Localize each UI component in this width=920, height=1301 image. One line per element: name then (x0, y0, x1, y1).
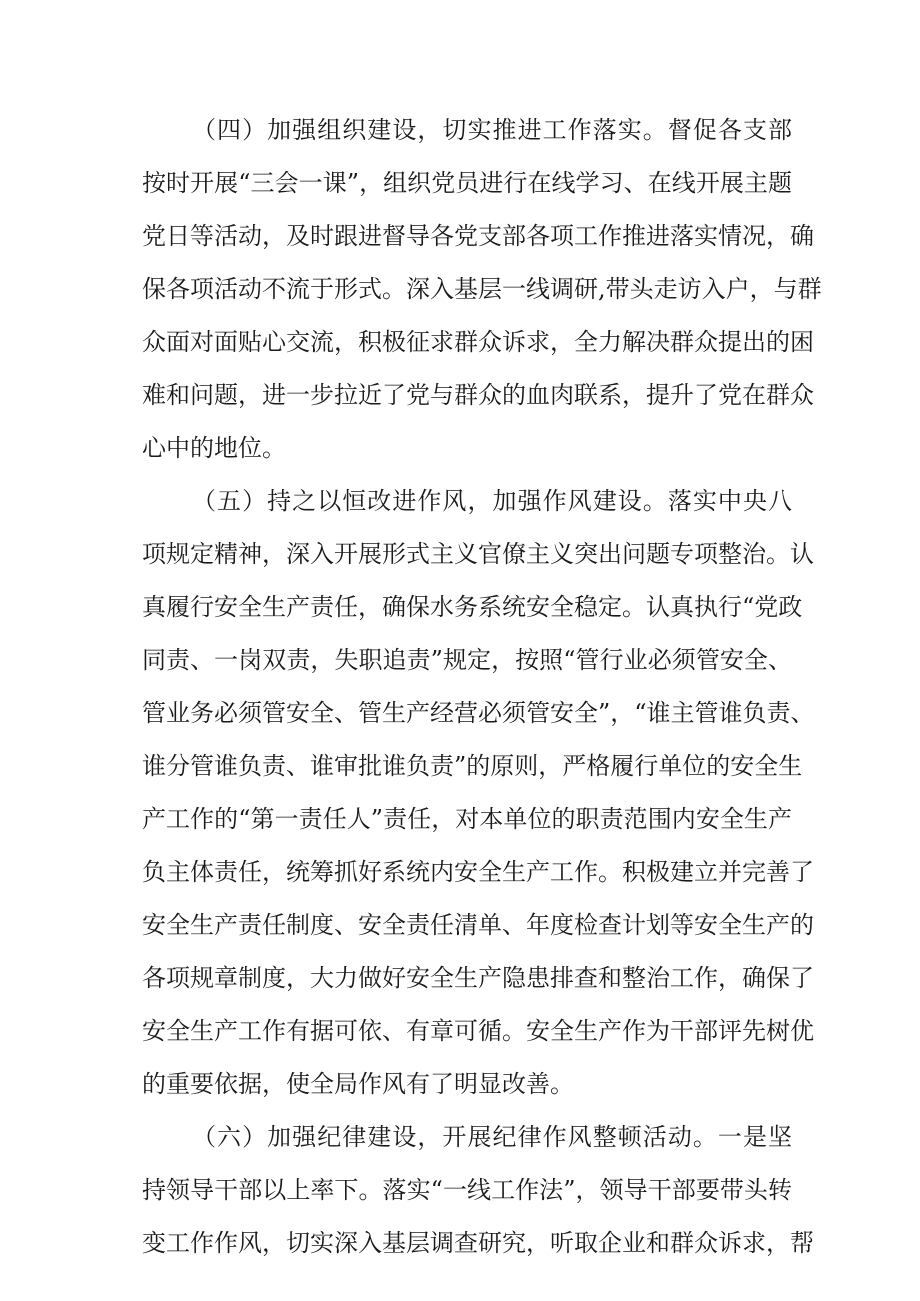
text-line: 难和问题，进一步拉近了党与群众的血肉联系，提升了党在群众 (142, 381, 814, 409)
text-line: 各项规章制度，大力做好安全生产隐患排查和整治工作，确保了 (142, 964, 814, 992)
text-line: 按时开展“三会一课”，组织党员进行在线学习、在线开展主题 (142, 169, 792, 197)
text-line: 项规定精神，深入开展形式主义官僚主义突出问题专项整治。认 (142, 540, 814, 568)
text-line: 安全生产工作有据可依、有章可循。安全生产作为干部评先树优 (142, 1017, 814, 1045)
text-line: （四）加强组织建设，切实推进工作落实。督促各支部 (192, 116, 792, 144)
text-line: 真履行安全生产责任，确保水务系统安全稳定。认真执行“党政 (142, 593, 803, 621)
text-line: 的重要依据，使全局作风有了明显改善。 (142, 1070, 574, 1098)
text-line: 党日等活动，及时跟进督导各党支部各项工作推进落实情况，确 (142, 222, 814, 250)
text-line: 众面对面贴心交流，积极征求群众诉求，全力解决群众提出的困 (142, 328, 814, 356)
text-line: 持领导干部以上率下。落实“一线工作法”，领导干部要带头转 (142, 1176, 792, 1204)
text-line: 同责、一岗双责，失职追责”规定，按照“管行业必须管安全、 (142, 646, 792, 674)
text-line: 安全生产责任制度、安全责任清单、年度检查计划等安全生产的 (142, 911, 814, 939)
text-line: 心中的地位。 (142, 434, 286, 462)
text-line: （五）持之以恒改进作风，加强作风建设。落实中央八 (192, 487, 792, 515)
text-line: （六）加强纪律建设，开展纪律作风整顿活动。一是坚 (192, 1123, 792, 1151)
text-line: 变工作作风，切实深入基层调查研究，听取企业和群众诉求，帮 (142, 1229, 814, 1257)
text-line: 负主体责任，统筹抓好系统内安全生产工作。积极建立并完善了 (142, 858, 814, 886)
text-line: 保各项活动不流于形式。深入基层一线调研,带头走访入户，与群 (142, 275, 822, 303)
text-line: 管业务必须管安全、管生产经营必须管安全”，“谁主管谁负责、 (142, 699, 815, 727)
text-line: 产工作的“第一责任人”责任，对本单位的职责范围内安全生产 (142, 805, 792, 833)
text-line: 谁分管谁负责、谁审批谁负责”的原则，严格履行单位的安全生 (142, 752, 803, 780)
